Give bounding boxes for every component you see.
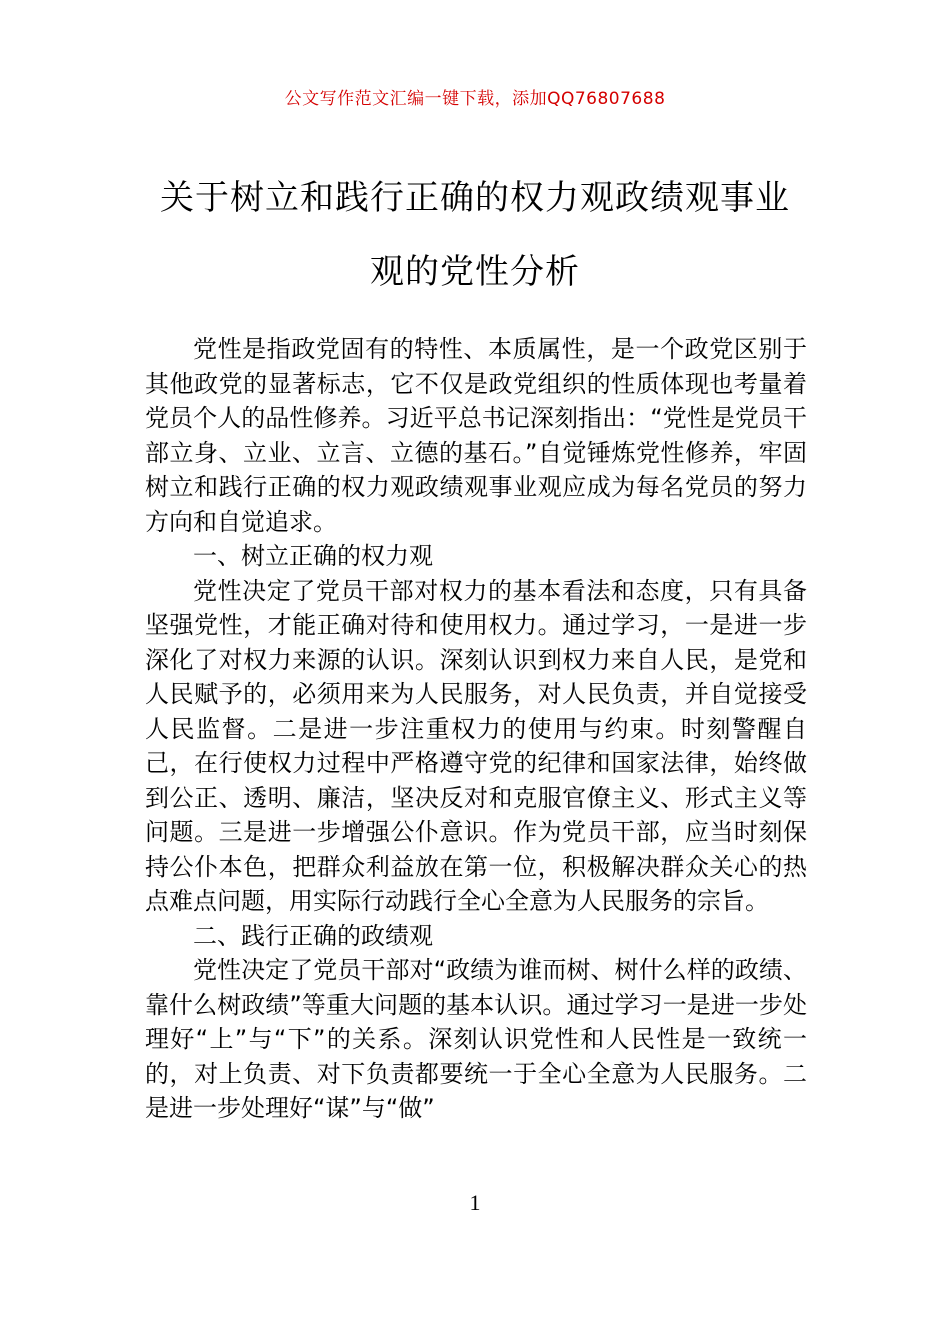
promo-header[interactable]: 公文写作范文汇编一键下载，添加QQ76807688: [284, 89, 666, 109]
document-body: [145, 332, 807, 1126]
section-heading-performance: 二、践行正确的政绩观: [193, 921, 433, 950]
paragraph-intro: 党性是指政党固有的特性、本质属性，是一个政党区别于其他政党的显著标志，它不仅是政党组织的性质体现也考量着党员个人的品性修养。习近平总书记深刻指出：“党性是党员干部立身、立业、立言、立德的基石。”自觉锤炼党性修养，牢固树立和践行正确的权力观政绩观事业观应成为每名党员的努力方向和自觉追求。: [145, 335, 807, 536]
page-number: 1: [469, 1190, 481, 1215]
document-title-line1: 关于树立和践行正确的权力观政绩观事业: [160, 178, 790, 218]
paragraph-performance: 党性决定了党员干部对“政绩为谁而树、树什么样的政绩、靠什么树政绩”等重大问题的基本认识。通过学习一是进一步处理好“上”与“下”的关系。深刻认识党性和人民性是一致统一的，对上负责、对下负责都要统一于全心全意为人民服务。二是进一步处理好“谋”与“做”: [145, 956, 807, 1122]
paragraph-power: 党性决定了党员干部对权力的基本看法和态度，只有具备坚强党性，才能正确对待和使用权力。通过学习，一是进一步深化了对权力来源的认识。深刻认识到权力来自人民，是党和人民赋予的，必须用来为人民服务，对人民负责，并自觉接受人民监督。二是进一步注重权力的使用与约束。时刻警醒自己，在行使权力过程中严格遵守党的纪律和国家法律，始终做到公正、透明、廉洁，坚决反对和克服官僚主义、形式主义等问题。三是进一步增强公仆意识。作为党员干部，应当时刻保持公仆本色，把群众利益放在第一位，积极解决群众关心的热点难点问题，用实际行动践行全心全意为人民服务的宗旨。: [145, 576, 807, 915]
document-title-line2: 观的党性分析: [370, 252, 580, 292]
section-heading-power: 一、树立正确的权力观: [193, 542, 433, 570]
